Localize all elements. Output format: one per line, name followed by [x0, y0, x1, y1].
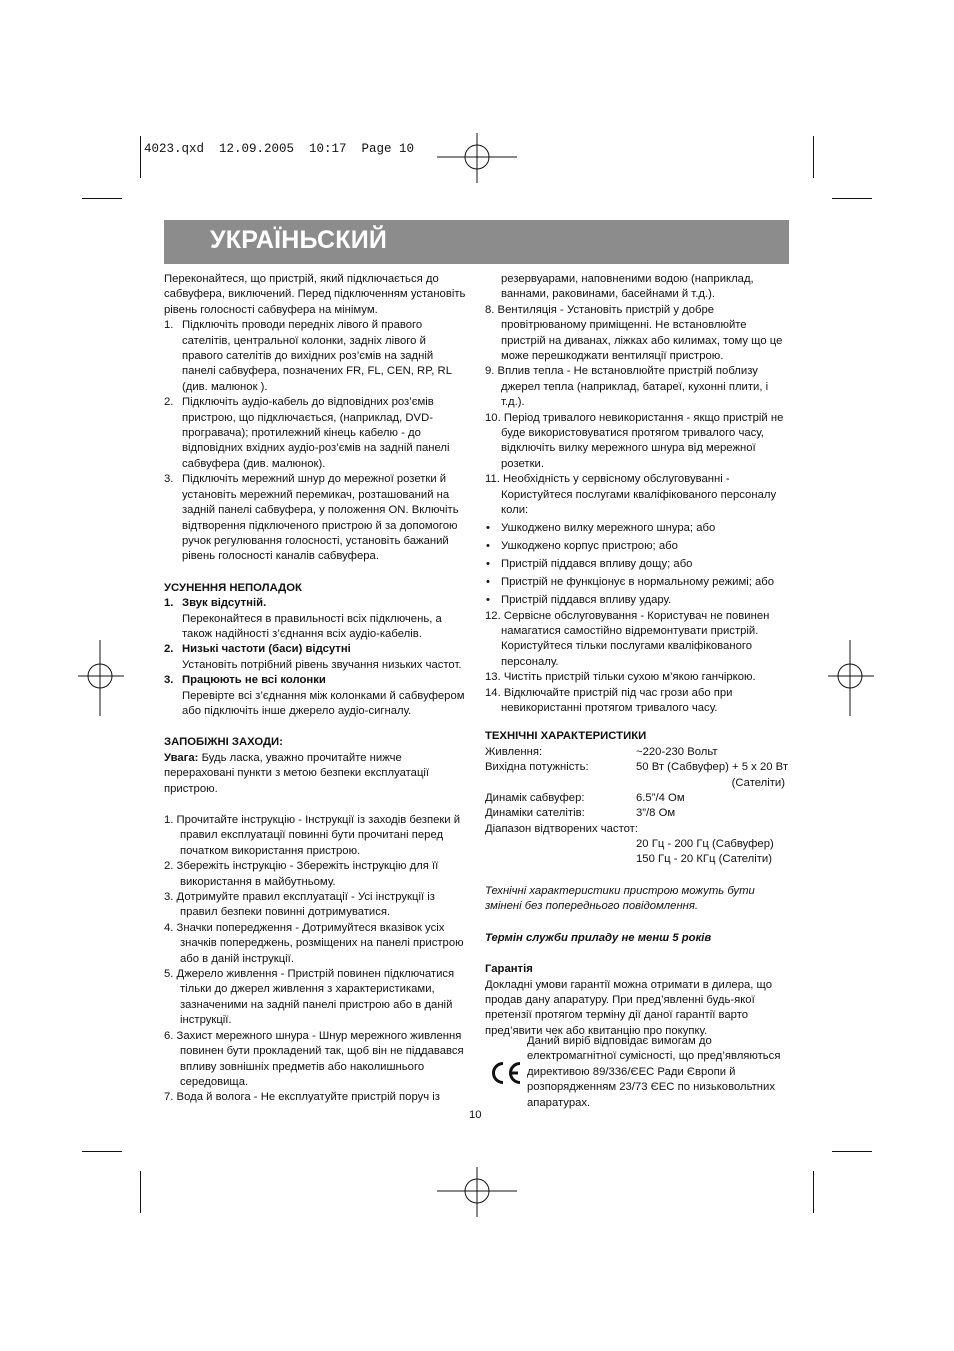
spec-row [485, 822, 790, 837]
bullet-text: Ушкоджено корпус пристрою; або [501, 540, 678, 553]
safety-item: 3. Дотримуйте правил експлуатації - Усі інструкції із правил безпеки повинні дотримуватися. [164, 891, 435, 919]
trouble-text: Установіть потрібний рівень звучання низьких частот. [182, 658, 462, 671]
safety-item: 8. Вентиляція - Установіть пристрій у добре провітрюваному приміщенні. Не встановлюйте пристрій на диванах, ліжках або килимах, тому що це може перешкоджати вентиляції пристрою. [485, 303, 783, 363]
ce-declaration: Даний виріб відповідає вимогам до електромагнітної сумісності, що пред’являються директивою 89/336/ЄЕС Ради Європи й розпорядженням 23/73 ЄЕС по низьковольтних апаратурах. [527, 1035, 781, 1109]
step-text: Підключіть проводи передніх лівого й правого сателітів, центральної колонки, задніх лівого й правого сателітів до вихідних роз’ємів на задній панелі сабвуфера, позначених FR, FL, CEN, RP, RL (див. малюнок ). [182, 319, 452, 393]
spec-note: Технічні характеристики пристрою можуть бути змінені без попереднього повідомлення. [485, 884, 755, 913]
crop-mark [813, 136, 814, 178]
service-life: Термін служби приладу не менш 5 років [485, 931, 712, 944]
spec-row [485, 837, 790, 852]
step-item [164, 318, 466, 395]
left-column [164, 272, 466, 1106]
trouble-item [164, 596, 466, 642]
crop-mark [832, 1151, 872, 1152]
spec-key: Вихідна потужність: [485, 761, 589, 774]
spec-row [485, 760, 790, 775]
registration-mark-icon [78, 640, 124, 716]
right-column [485, 272, 790, 1039]
spec-value: (Сателіти) [731, 776, 785, 789]
safety-item: 13. Чистіть пристрій тільки сухою м’якою ганчіркою. [485, 671, 756, 684]
spec-key: Діапазон відтворених частот: [485, 822, 638, 835]
page-number: 10 [469, 1109, 482, 1121]
spec-value: ~220-230 Вольт [636, 745, 718, 758]
crop-mark [140, 136, 141, 178]
safety-item: 11. Необхідність у сервісному обслуговуванні - Користуйтеся послугами кваліфікованого персоналу коли: [485, 473, 777, 517]
spec-key: Динаміки сателітів: [485, 807, 585, 820]
crop-mark [82, 1151, 122, 1152]
spec-value: 150 Гц - 20 КГц (Сателіти) [636, 853, 773, 866]
step-text: Підключіть аудіо-кабель до відповідних роз’ємів пристрою, що підключається, (наприклад, DVD-програвача); протилежний кінець кабелю - до відповідних вхідних аудіо-роз’ємів на задній панелі сабвуфера (див. малюнок). [182, 396, 450, 470]
crop-mark [82, 198, 122, 199]
registration-mark-icon [828, 640, 874, 716]
print-slug: 4023.qxd 12.09.2005 10:17 Page 10 [144, 142, 415, 156]
step-text: Підключіть мережний шнур до мережної розетки й установіть мережний перемикач, розташований на задній панелі сабвуфера, у положення ON. Включіть відтворення підключеного пристрою й за допомогою ручок регулювання голосності, установіть бажаний рівень голосності каналів сабвуфера. [182, 473, 459, 563]
continued-text: резервуарами, наповненими водою (наприклад, ваннами, раковинами, басейнами й т.д.). [501, 273, 754, 301]
crop-mark [140, 1171, 141, 1213]
bullet-text: Пристрій піддався впливу дощу; або [501, 558, 693, 571]
spec-row [485, 745, 790, 760]
spec-key: Динамік сабвуфер: [485, 791, 585, 804]
bullet-item: • Пристрій не функціонує в нормальному режимі; або [486, 576, 775, 589]
bullet-item: • Пристрій піддався впливу дощу; або [486, 558, 693, 571]
spec-value: 6.5”/4 Ом [636, 791, 685, 804]
trouble-title: Низькі частоти (баси) відсутні [182, 643, 351, 656]
crop-mark [813, 1171, 814, 1213]
safety-heading: ЗАПОБІЖНІ ЗАХОДИ: [164, 736, 283, 749]
spec-key: Живлення: [485, 745, 543, 758]
spec-value: 3”/8 Ом [636, 807, 676, 820]
safety-item: 14. Відключайте пристрій під час грози або при невикористанні протягом тривалого часу. [485, 686, 733, 714]
step-number: 1. [164, 319, 174, 332]
trouble-number: 2. [164, 643, 174, 656]
attention-label: Увага: [164, 751, 199, 764]
ce-mark-icon [489, 1060, 523, 1086]
safety-item: 12. Сервісне обслуговування - Користувач не повинен намагатися самостійно відремонтувати пристрій. Користуйтеся тільки послугами кваліфікованого персоналу. [485, 609, 770, 668]
spec-value: 50 Вт (Сабвуфер) + 5 х 20 Вт [636, 761, 788, 774]
spec-row [485, 852, 790, 867]
specs-heading: ТЕХНІЧНІ ХАРАКТЕРИСТИКИ [485, 730, 647, 743]
trouble-text: Переконайтеся в правильності всіх підключень, а також надійності з’єднання всіх аудіо-кабелів. [182, 612, 442, 640]
spec-row [485, 806, 790, 821]
trouble-title: Працюють не всі колонки [182, 674, 326, 687]
safety-item: 5. Джерело живлення - Пристрій повинен підключатися тільки до джерел живлення з характеристиками, зазначеними на задній панелі пристрою або в даній інструкції. [164, 968, 455, 1027]
step-item [164, 472, 466, 564]
troubleshooting-heading: УСУНЕННЯ НЕПОЛАДОК [164, 581, 302, 594]
spec-row [485, 776, 790, 791]
safety-item: 10. Період тривалого невикористання - якщо пристрій не буде використовуватися протягом тривалого часу, відключіть вилку мережного шнура від мережної розетки. [485, 411, 784, 470]
step-item [164, 395, 466, 472]
trouble-item [164, 642, 466, 673]
bullet-text: Ушкоджено вилку мережного шнура; або [501, 522, 716, 535]
bullet-text: Пристрій не функціонує в нормальному режимі; або [501, 576, 775, 589]
registration-mark-icon [437, 133, 517, 183]
trouble-number: 1. [164, 597, 174, 610]
safety-item: 9. Вплив тепла - Не встановлюйте пристрій поблизу джерел тепла (наприклад, батареї, кухонні плити, і т.д.). [485, 365, 769, 409]
warranty-text: Докладні умови гарантії можна отримати в дилера, що продав дану апаратуру. При пред’явленні будь-якої претензії протягом терміну дії даної гарантії варто пред’явити чек або квитанцію про покупку. [485, 978, 773, 1037]
safety-item: 2. Збережіть інструкцію - Збережіть інструкцію для її використання в майбутньому. [164, 860, 439, 888]
safety-item: 4. Значки попередження - Дотримуйтеся вказівок усіх значків попереджень, розміщених на панелі пристрою або в даній інструкції. [164, 921, 464, 965]
step-number: 2. [164, 396, 174, 409]
safety-item: 1. Прочитайте інструкцію - Інструкції із заходів безпеки й правил експлуатації повинні бути прочитані перед початком використання пристрою. [164, 814, 461, 857]
bullet-item: • Ушкоджено вилку мережного шнура; або [486, 522, 716, 535]
intro-paragraph: Переконайтеся, що пристрій, який підключається до сабвуфера, виключений. Перед підключенням установіть рівень голосності сабвуфера на мінімум. [164, 273, 466, 316]
page-title: УКРАЇНЬСКИЙ [210, 226, 388, 254]
step-number: 3. [164, 473, 174, 486]
spec-row [485, 791, 790, 806]
language-banner [164, 220, 789, 264]
trouble-text: Перевірте всі з’єднання між колонками й сабвуфером або підключіть інше джерело аудіо-сигналу. [182, 689, 465, 717]
attention-paragraph [164, 751, 466, 797]
crop-mark [832, 198, 872, 199]
safety-item: 7. Вода й волога - Не експлуатуйте пристрій поруч із [164, 1091, 440, 1104]
warranty-heading: Гарантія [485, 963, 533, 976]
bullet-item: • Ушкоджено корпус пристрою; або [486, 540, 678, 553]
safety-item: 6. Захист мережного шнура - Шнур мережного живлення повинен бути прокладений так, щоб він не піддавався впливу зовнішніх предметів або наколишнього середовища. [164, 1029, 464, 1088]
attention-text: Будь ласка, уважно прочитайте нижче перераховані пункти з метою безпеки експлуатації пристрою. [164, 751, 430, 795]
trouble-number: 3. [164, 674, 174, 687]
bullet-text: Пристрій піддався впливу удару. [501, 594, 672, 607]
spec-value: 20 Гц - 200 Гц (Сабвуфер) [636, 838, 774, 851]
trouble-title: Звук відсутній. [182, 597, 267, 610]
bullet-item: • Пристрій піддався впливу удару. [486, 594, 672, 607]
registration-mark-icon [437, 1167, 517, 1217]
trouble-item [164, 673, 466, 719]
